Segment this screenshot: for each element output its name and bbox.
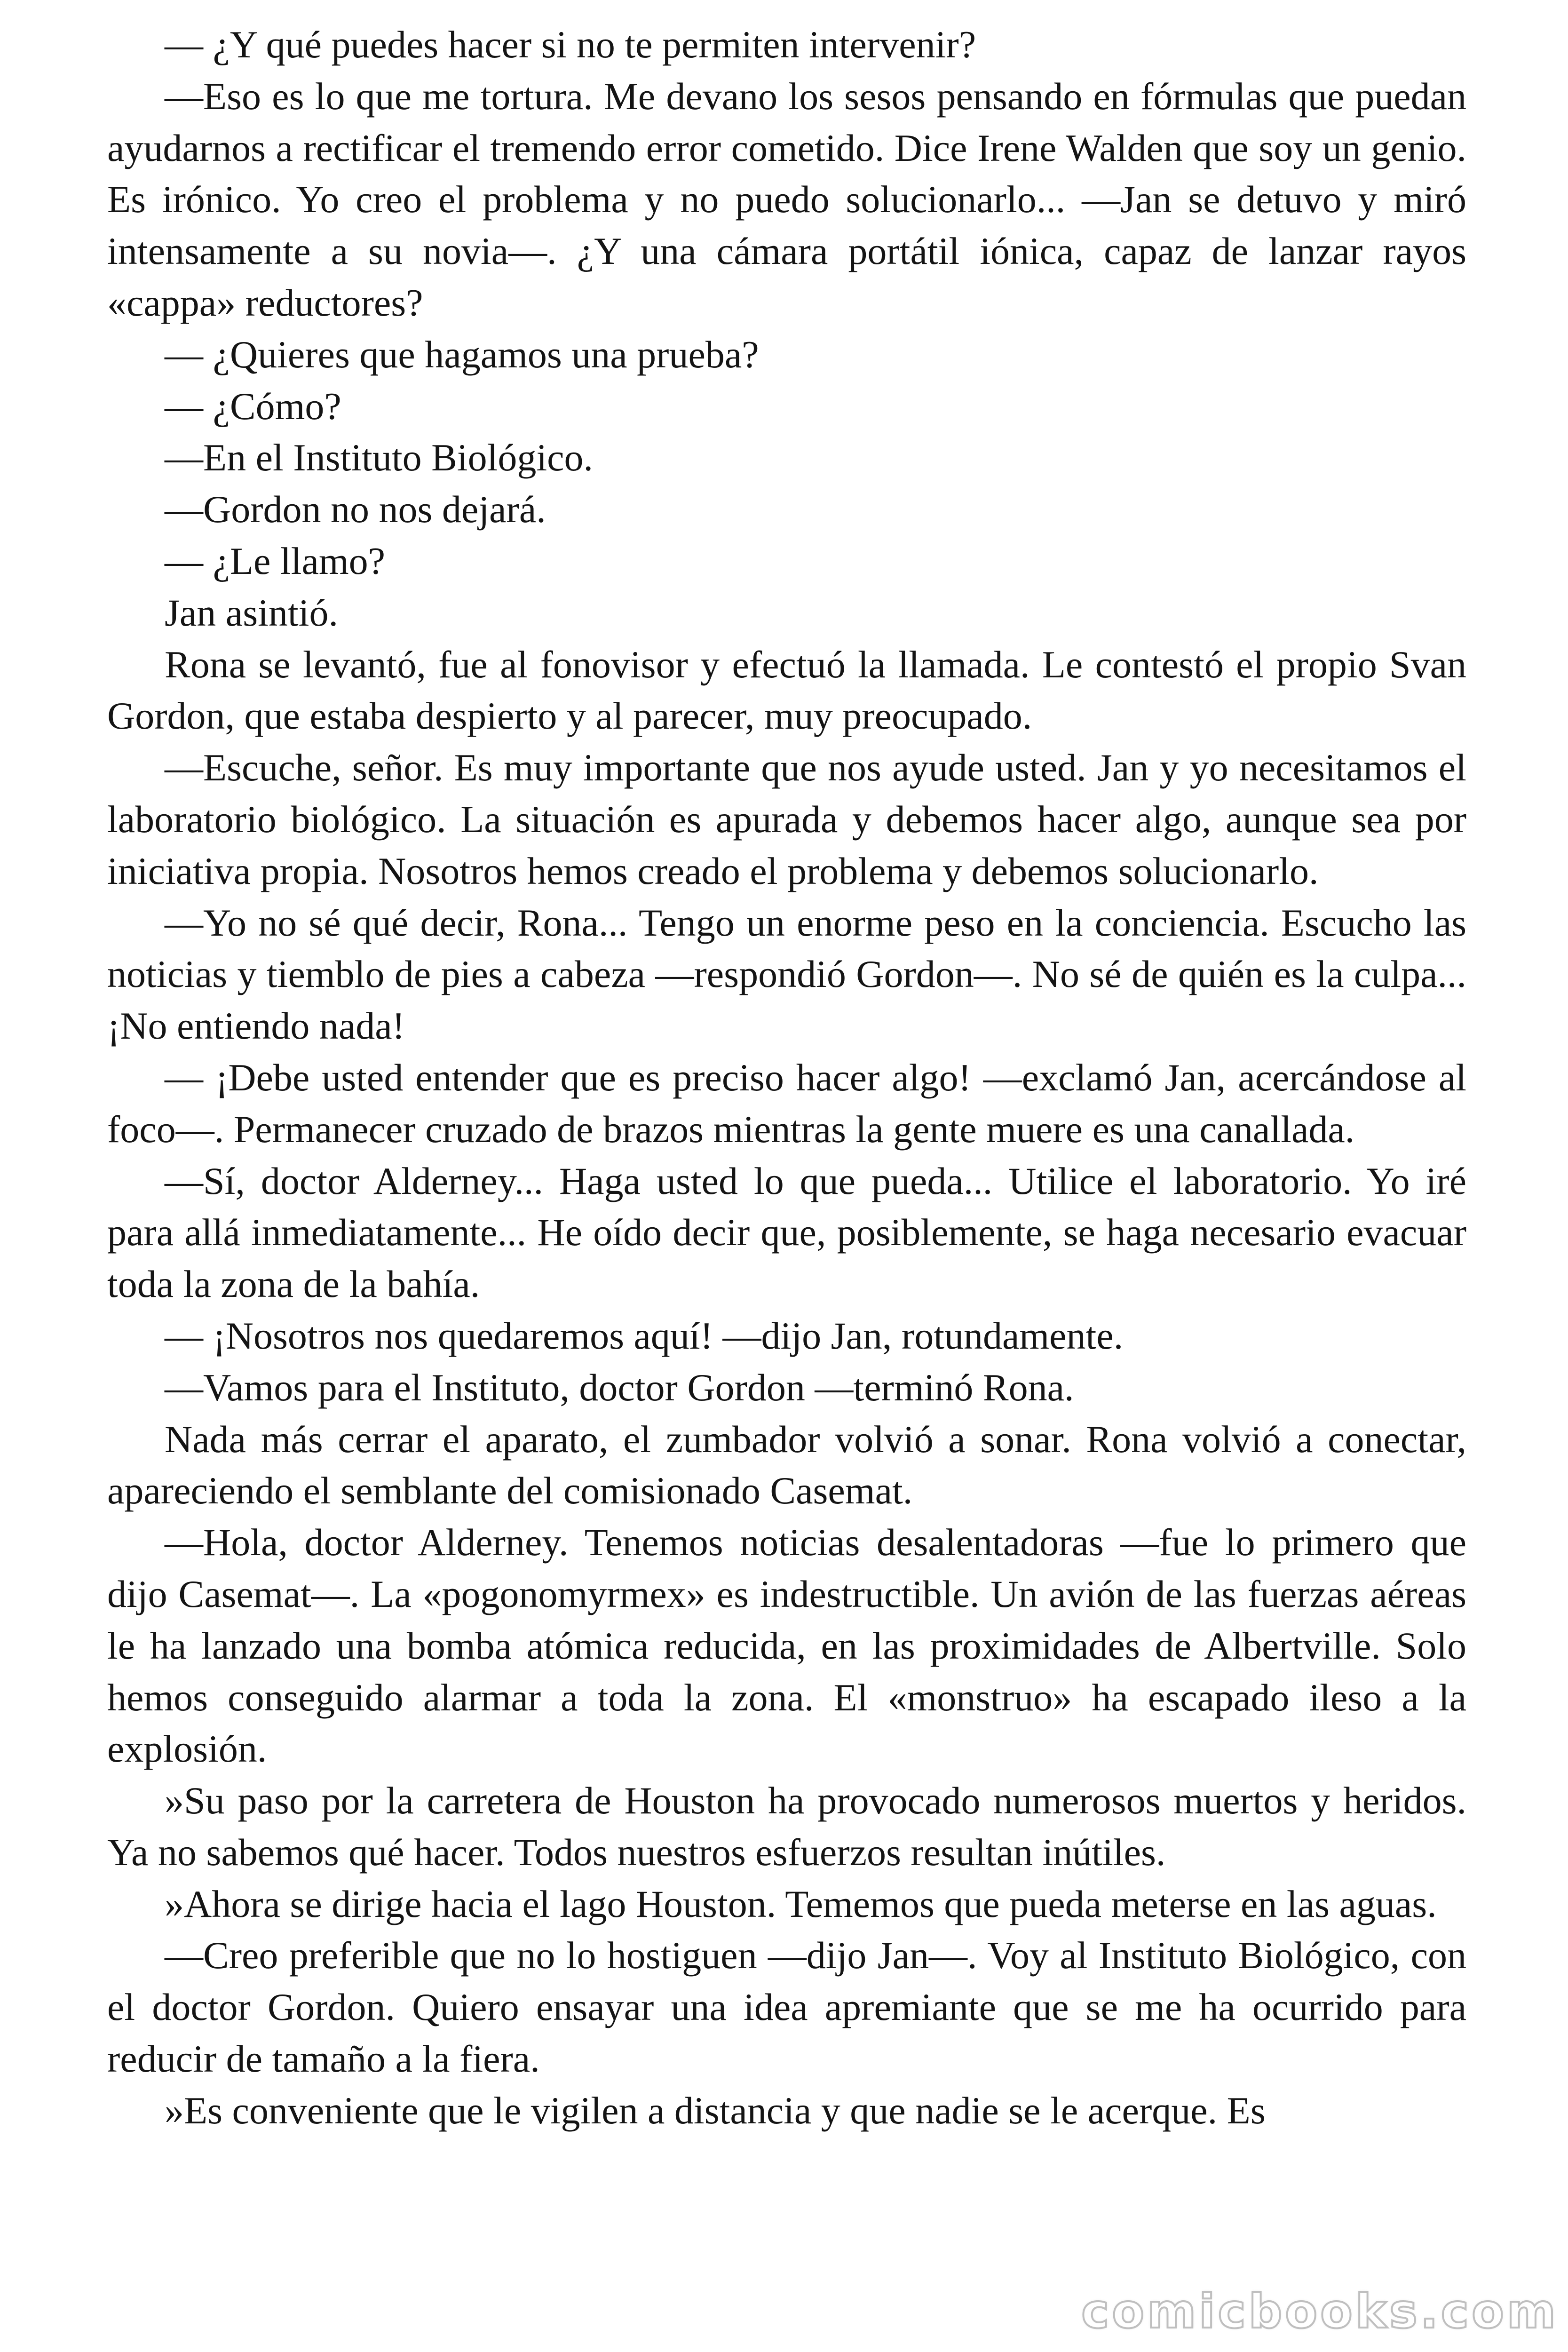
paragraph: »Ahora se dirige hacia el lago Houston. Tememos que pueda meterse en las aguas. — [165, 1882, 1437, 1925]
paragraph: — ¿Quieres que hagamos una prueba? — [165, 333, 759, 376]
paragraph: —Vamos para el Instituto, doctor Gordon —terminó Rona. — [165, 1366, 1074, 1409]
paragraph: —Sí, doctor Alderney... Haga usted lo que pueda... Utilice el laboratorio. Yo iré para allá inmediatamente... He oído decir que, posiblemente, se haga necesario evacuar toda la zona de la bahía. — [107, 1159, 1466, 1306]
paragraph: —Yo no sé qué decir, Rona... Tengo un enorme peso en la conciencia. Escucho las noticias y tiemblo de pies a cabeza —respondió Gordon—. No sé de quién es la culpa... ¡No entiendo nada! — [107, 901, 1466, 1048]
paragraph: »Su paso por la carretera de Houston ha provocado numerosos muertos y heridos. Ya no sabemos qué hacer. Todos nuestros esfuerzos resultan inútiles. — [107, 1779, 1466, 1874]
paragraph: —En el Instituto Biológico. — [165, 436, 594, 479]
paragraph: —Eso es lo que me tortura. Me devano los sesos pensando en fórmulas que puedan ayudarnos a rectificar el tremendo error cometido. Dice Irene Walden que soy un genio. Es irónico. Yo creo el problema y no puedo solucionarlo... —Jan se detuvo y miró intensamente a su novia—. ¿Y una cámara portátil iónica, capaz de lanzar rayos «cappa» reductores? — [107, 74, 1466, 324]
paragraph: — ¿Le llamo? — [165, 539, 386, 582]
paragraph: — ¡Debe usted entender que es preciso hacer algo! —exclamó Jan, acercándose al foco—. Permanecer cruzado de brazos mientras la gente muere es una canallada. — [107, 1056, 1466, 1151]
paragraph: —Gordon no nos dejará. — [165, 488, 546, 531]
paragraph: Jan asintió. — [165, 591, 338, 634]
paragraph: —Creo preferible que no lo hostiguen —dijo Jan—. Voy al Instituto Biológico, con el doctor Gordon. Quiero ensayar una idea apremiante que se me ha ocurrido para reducir de tamaño a la fiera. — [107, 1934, 1466, 2081]
paragraph: — ¡Nosotros nos quedaremos aquí! —dijo Jan, rotundamente. — [165, 1314, 1124, 1357]
paragraph: Rona se levantó, fue al fonovisor y efectuó la llamada. Le contestó el propio Svan Gordon, que estaba despierto y al parecer, muy preocupado. — [107, 643, 1466, 738]
paragraph: Nada más cerrar el aparato, el zumbador volvió a sonar. Rona volvió a conectar, apareciendo el semblante del comisionado Casemat. — [107, 1417, 1466, 1512]
book-page — [107, 19, 1466, 2137]
paragraph: —Hola, doctor Alderney. Tenemos noticias desalentadoras —fue lo primero que dijo Casemat—. La «pogonomyrmex» es indestructible. Un avión de las fuerzas aéreas le ha lanzado una bomba atómica reducida, en las proximidades de Albertville. Solo hemos conseguido alarmar a toda la zona. El «monstruo» ha escapado ileso a la explosión. — [107, 1521, 1466, 1771]
paragraph: — ¿Cómo? — [165, 384, 341, 428]
watermark: comicbooks.com — [1081, 2284, 1559, 2339]
paragraph: — ¿Y qué puedes hacer si no te permiten intervenir? — [165, 23, 976, 66]
paragraph: —Escuche, señor. Es muy importante que nos ayude usted. Jan y yo necesitamos el laboratorio biológico. La situación es apurada y debemos hacer algo, aunque sea por iniciativa propia. Nosotros hemos creado el problema y debemos solucionarlo. — [107, 746, 1466, 892]
paragraph: »Es conveniente que le vigilen a distancia y que nadie se le acerque. Es — [165, 2089, 1266, 2132]
